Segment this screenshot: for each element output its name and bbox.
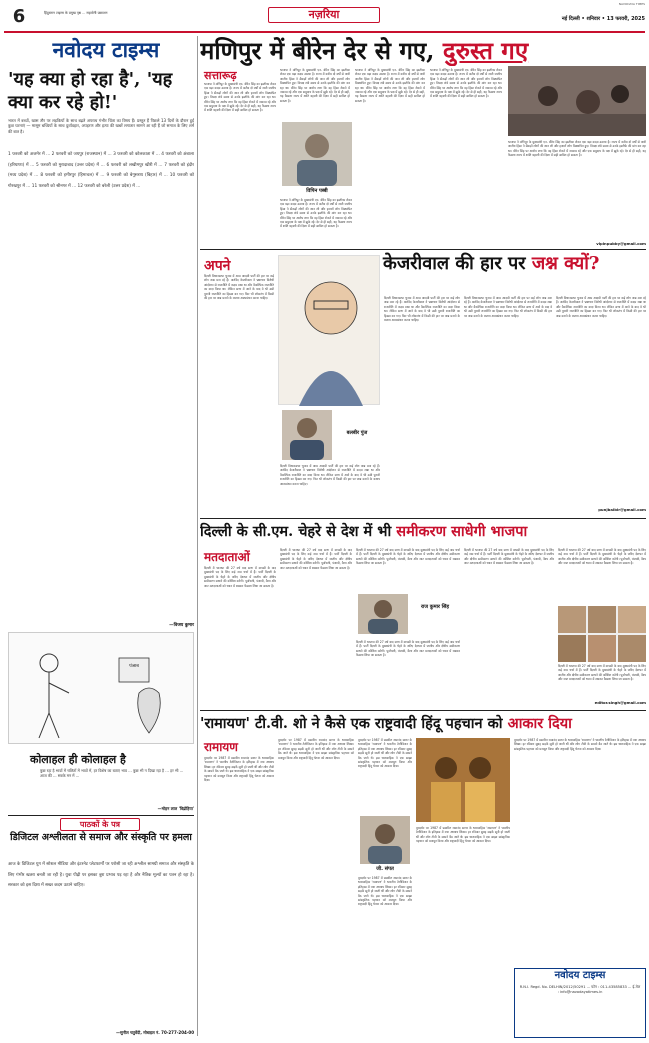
- article2-col3: दिल्ली विधानसभा चुनाव में आम आदमी पार्टी की हार पर कई लोग जश्न मना रहे हैं। अरविंद केजरीवाल ने भ्रष्टाचार विरोधी आंदोलन से राजनीति में कदम रखा था और वैकल्पिक राजनीति का वादा किया था। लेकिन सत्ता में आने के बाद वे भी उसी पुरानी राजनीति का हिस्सा बन गए। फिर भी लोकतंत्र में किसी की हार पर जश्न मनाने के बजाय आत्ममंथन करना चाहिए।: [384, 296, 460, 323]
- article3-author-email: editor.singh@gmail.com: [594, 700, 646, 705]
- article2-headline: [383, 254, 646, 294]
- article2-col4: दिल्ली विधानसभा चुनाव में आम आदमी पार्टी की हार पर कई लोग जश्न मना रहे हैं। अरविंद केजरीवाल ने भ्रष्टाचार विरोधी आंदोलन से राजनीति में कदम रखा था और वैकल्पिक राजनीति का वादा किया था। लेकिन सत्ता में आने के बाद वे भी उसी पुरानी राजनीति का हिस्सा बन गए। फिर भी लोकतंत्र में किसी की हार पर जश्न मनाने के बजाय आत्ममंथन करना चाहिए।: [464, 296, 552, 318]
- article4-col1: दूरदर्शन पर 1987 में प्रसारित रामानंद सागर के धारावाहिक 'रामायण' ने भारतीय टेलीविजन के इतिहास में नया अध्याय लिखा। हर रविवार सुबह सड़कें सूनी हो जाती थीं और लोग टीवी के सामने बैठ जाते थे। इस धारावाहिक ने एक साझा सांस्कृतिक पहचान को मजबूत किया और राष्ट्रवादी हिंदू चेतना को आकार दिया।: [204, 756, 274, 783]
- article3-headline-main: दिल्ली के सी.एम. चेहरे से देश में भी: [200, 523, 392, 540]
- article3-headline-accent: समीकरण साधेगी भाजपा: [396, 523, 528, 540]
- page-number-badge: [4, 4, 34, 30]
- article2-rule: [200, 518, 646, 519]
- page-number: 6: [12, 6, 26, 27]
- article2-drop-word: अपने: [204, 258, 231, 274]
- article4-col3: दूरदर्शन पर 1987 में प्रसारित रामानंद सागर के धारावाहिक 'रामायण' ने भारतीय टेलीविजन के इतिहास में नया अध्याय लिखा। हर रविवार सुबह सड़कें सूनी हो जाती थीं और लोग टीवी के सामने बैठ जाते थे। इस धारावाहिक ने एक साझा सांस्कृतिक पहचान को मजबूत किया और राष्ट्रवादी हिंदू चेतना को आकार दिया।: [358, 738, 412, 769]
- article1-col3: भाजपा ने मणिपुर के मुख्यमंत्री एन. बीरेन सिंह का इस्तीफा लेकर एक बड़ा कदम उठाया है। राज्य में करीब दो वर्षों से जारी जातीय हिंसा ने सैकड़ों लोगों की जान ली और हजारों लोग विस्थापित हुए। विपक्ष लंबे समय से उनके इस्तीफे की मांग कर रहा था। बीरेन सिंह पर आरोप लगा कि वह हिंसा रोकने में नाकाम रहे और एक समुदाय के पक्ष में झुके रहे। देर से ही सही, यह फैसला राज्य में शांति बहाली की दिशा में सही साबित हो सकता है।: [355, 68, 425, 103]
- article2-headline-accent: जश्न क्यों?: [531, 253, 600, 274]
- article4-headline-quote: 'रामायण': [200, 715, 250, 732]
- article1-col2b: भाजपा ने मणिपुर के मुख्यमंत्री एन. बीरेन सिंह का इस्तीफा लेकर एक बड़ा कदम उठाया है। राज्य में करीब दो वर्षों से जारी जातीय हिंसा ने सैकड़ों लोगों की जान ली और हजारों लोग विस्थापित हुए। विपक्ष लंबे समय से उनके इस्तीफे की मांग कर रहा था। बीरेन सिंह पर आरोप लगा कि वह हिंसा रोकने में नाकाम रहे और एक समुदाय के पक्ष में झुके रहे। देर से ही सही, यह फैसला राज्य में शांति बहाली की दिशा में सही साबित हो सकता है।: [280, 198, 352, 229]
- article3-col4: दिल्ली में भाजपा की 27 वर्ष बाद सत्ता में वापसी के बाद मुख्यमंत्री पद के लिए कई नाम चर्चा में हैं। पार्टी दिल्ली के मुख्यमंत्री के चेहरे के जरिए देशभर में जातीय और क्षेत्रीय समीकरण साधने की कोशिश करेगी। पूर्वांचली, पंजाबी, वैश्य और जाट मतदाताओं को ध्यान में रखकर फैसला लिया जा सकता है।: [464, 548, 554, 566]
- article4-col2: दूरदर्शन पर 1987 में प्रसारित रामानंद सागर के धारावाहिक 'रामायण' ने भारतीय टेलीविजन के इतिहास में नया अध्याय लिखा। हर रविवार सुबह सड़कें सूनी हो जाती थीं और लोग टीवी के सामने बैठ जाते थे। इस धारावाहिक ने एक साझा सांस्कृतिक पहचान को मजबूत किया और राष्ट्रवादी हिंदू चेतना को आकार दिया।: [278, 738, 354, 760]
- letter-author: —सुनील चतुर्वेदी, मोबाइल नं. 70-277-204-00: [116, 1030, 194, 1035]
- article4-headline-main: टी.वी. शो ने कैसे एक राष्ट्रवादी हिंदू पहचान को: [254, 715, 503, 732]
- masthead-top-right: NAVODAYA TIMES: [618, 2, 645, 6]
- article3-photo-grid: [558, 606, 646, 662]
- article2-illustration: [278, 255, 380, 405]
- article4-drop-word: रामायण: [204, 740, 238, 754]
- article3-col3: दिल्ली में भाजपा की 27 वर्ष बाद सत्ता में वापसी के बाद मुख्यमंत्री पद के लिए कई नाम चर्चा में हैं। पार्टी दिल्ली के मुख्यमंत्री के चेहरे के जरिए देशभर में जातीय और क्षेत्रीय समीकरण साधने की कोशिश करेगी। पूर्वांचली, पंजाबी, वैश्य और जाट मतदाताओं को ध्यान में रखकर फैसला लिया जा सकता है।: [356, 548, 460, 566]
- cartoon-drawing: [9, 633, 195, 745]
- poem-text: कुछ रहा है भावों में चलितों में भावों में, हर विशेष का बताए भाव ... कुछ भी न दिखा रहा है ... हर भी ... आज की ... सबके मन में ...: [40, 768, 184, 778]
- article3-col5b: दिल्ली में भाजपा की 27 वर्ष बाद सत्ता में वापसी के बाद मुख्यमंत्री पद के लिए कई नाम चर्चा में हैं। पार्टी दिल्ली के मुख्यमंत्री के चेहरे के जरिए देशभर में जातीय और क्षेत्रीय समीकरण साधने की कोशिश करेगी। पूर्वांचली, पंजाबी, वैश्य और जाट मतदाताओं को ध्यान में रखकर फैसला लिया जा सकता है।: [558, 664, 646, 682]
- poem-title: कोलाहल ही कोलाहल है: [30, 753, 126, 766]
- article1-drop-word: सत्तारूढ़: [204, 69, 237, 82]
- article4-headline-accent: आकार दिया: [507, 715, 572, 732]
- editorial-items: 1 फरवरी को अजमेर में ... 2 फरवरी को जयपुर (राजस्थान) में ... 3 फरवरी को कोलकाता में ... 4 फरवरी को अंबाला (हरियाणा) में ... 5 फरवरी को मुरादाबाद (उत्तर प्रदेश) में ... 6 फरवरी को लखीमपुर खीरी में ... 7 फरवरी को इंदौर (मध्य प्रदेश) में ... 8 फरवरी को हमीरपुर (हिमाचल) में ... 9 फरवरी को बेगूसराय (बिहार) में ... 10 फरवरी को गोरखपुर में ... 11 फरवरी को श्रीनगर में ... 12 फरवरी को बरेली (उत्तर प्रदेश) में ...: [8, 152, 194, 189]
- article3-col5: दिल्ली में भाजपा की 27 वर्ष बाद सत्ता में वापसी के बाद मुख्यमंत्री पद के लिए कई नाम चर्चा में हैं। पार्टी दिल्ली के मुख्यमंत्री के चेहरे के जरिए देशभर में जातीय और क्षेत्रीय समीकरण साधने की कोशिश करेगी। पूर्वांचली, पंजाबी, वैश्य और जाट मतदाताओं को ध्यान में रखकर फैसला लिया जा सकता है।: [558, 548, 646, 566]
- article4-headline: [200, 713, 646, 735]
- cartoon: [8, 632, 194, 744]
- article1-headline-accent: दुरुस्त गए: [442, 36, 529, 65]
- article3-rule: [200, 710, 646, 711]
- article1-headline: [200, 36, 646, 66]
- article3-col1: दिल्ली में भाजपा की 27 वर्ष बाद सत्ता में वापसी के बाद मुख्यमंत्री पद के लिए कई नाम चर्चा में हैं। पार्टी दिल्ली के मुख्यमंत्री के चेहरे के जरिए देशभर में जातीय और क्षेत्रीय समीकरण साधने की कोशिश करेगी। पूर्वांचली, पंजाबी, वैश्य और जाट मतदाताओं को ध्यान में रखकर फैसला लिया जा सकता है।: [204, 566, 276, 588]
- letters-section-title: पाठकों के पत्र: [60, 818, 140, 831]
- article1-author-photo: [282, 122, 352, 186]
- article3-drop-word: मतदाताओं: [204, 550, 250, 564]
- footer-box: [514, 968, 646, 1038]
- article1-col2: भाजपा ने मणिपुर के मुख्यमंत्री एन. बीरेन सिंह का इस्तीफा लेकर एक बड़ा कदम उठाया है। राज्य में करीब दो वर्षों से जारी जातीय हिंसा ने सैकड़ों लोगों की जान ली और हजारों लोग विस्थापित हुए। विपक्ष लंबे समय से उनके इस्तीफे की मांग कर रहा था। बीरेन सिंह पर आरोप लगा कि वह हिंसा रोकने में नाकाम रहे और एक समुदाय के पक्ष में झुके रहे। देर से ही सही, यह फैसला राज्य में शांति बहाली की दिशा में सही साबित हो सकता है।: [280, 68, 350, 103]
- poem-author: —मोहन लाल 'विद्रोहिया': [157, 806, 194, 811]
- issue-date: नई दिल्ली • शनिवार • 13 फरवरी, 2025: [561, 16, 645, 22]
- footer-lines: R.N.I. Regd. No. DELHIN/2012/50291 ... फोन : 011-43585833 ... ई-मेल : info@navodayatimes.in: [519, 985, 641, 995]
- article1-author: विपिन पब्बी: [306, 188, 328, 194]
- article2-author-photo: [282, 410, 332, 460]
- letter-headline: डिजिटल अश्लीलता से समाज और संस्कृति पर हमला: [10, 832, 192, 843]
- header-rule: [4, 31, 645, 33]
- column-divider: [197, 36, 198, 1036]
- article1-headline-main: मणिपुर में बीरेन देर से गए,: [200, 36, 435, 65]
- letter-text: आज के डिजिटल युग में सोशल मीडिया और इंटरनेट प्लेटफार्मों पर परोसी जा रही अश्लील सामग्री समाज और संस्कृति के लिए गंभीर खतरा बनती जा रही है। युवा पीढ़ी पर इसका बुरा प्रभाव पड़ रहा है और नैतिक मूल्यों का पतन हो रहा है। सरकार को इस दिशा में सख्त कदम उठाने चाहिए।: [8, 862, 194, 888]
- article2-col5: दिल्ली विधानसभा चुनाव में आम आदमी पार्टी की हार पर कई लोग जश्न मना रहे हैं। अरविंद केजरीवाल ने भ्रष्टाचार विरोधी आंदोलन से राजनीति में कदम रखा था और वैकल्पिक राजनीति का वादा किया था। लेकिन सत्ता में आने के बाद वे भी उसी पुरानी राजनीति का हिस्सा बन गए। फिर भी लोकतंत्र में किसी की हार पर जश्न मनाने के बजाय आत्ममंथन करना चाहिए।: [556, 296, 646, 318]
- article1-col1: भाजपा ने मणिपुर के मुख्यमंत्री एन. बीरेन सिंह का इस्तीफा लेकर एक बड़ा कदम उठाया है। राज्य में करीब दो वर्षों से जारी जातीय हिंसा ने सैकड़ों लोगों की जान ली और हजारों लोग विस्थापित हुए। विपक्ष लंबे समय से उनके इस्तीफे की मांग कर रहा था। बीरेन सिंह पर आरोप लगा कि वह हिंसा रोकने में नाकाम रहे और एक समुदाय के पक्ष में झुके रहे। देर से ही सही, यह फैसला राज्य में शांति बहाली की दिशा में सही साबित हो सकता है।: [204, 82, 276, 113]
- article1-col4: भाजपा ने मणिपुर के मुख्यमंत्री एन. बीरेन सिंह का इस्तीफा लेकर एक बड़ा कदम उठाया है। राज्य में करीब दो वर्षों से जारी जातीय हिंसा ने सैकड़ों लोगों की जान ली और हजारों लोग विस्थापित हुए। विपक्ष लंबे समय से उनके इस्तीफे की मांग कर रहा था। बीरेन सिंह पर आरोप लगा कि वह हिंसा रोकने में नाकाम रहे और एक समुदाय के पक्ष में झुके रहे। देर से ही सही, यह फैसला राज्य में शांति बहाली की दिशा में सही साबित हो सकता है।: [430, 68, 502, 99]
- article4-col3b: दूरदर्शन पर 1987 में प्रसारित रामानंद सागर के धारावाहिक 'रामायण' ने भारतीय टेलीविजन के इतिहास में नया अध्याय लिखा। हर रविवार सुबह सड़कें सूनी हो जाती थीं और लोग टीवी के सामने बैठ जाते थे। इस धारावाहिक ने एक साझा सांस्कृतिक पहचान को मजबूत किया और राष्ट्रवादी हिंदू चेतना को आकार दिया।: [358, 876, 412, 907]
- article1-col5: भाजपा ने मणिपुर के मुख्यमंत्री एन. बीरेन सिंह का इस्तीफा लेकर एक बड़ा कदम उठाया है। राज्य में करीब दो वर्षों से जारी जातीय हिंसा ने सैकड़ों लोगों की जान ली और हजारों लोग विस्थापित हुए। विपक्ष लंबे समय से उनके इस्तीफे की मांग कर रहा था। बीरेन सिंह पर आरोप लगा कि वह हिंसा रोकने में नाकाम रहे और एक समुदाय के पक्ष में झुके रहे। देर से ही सही, यह फैसला राज्य में शांति बहाली की दिशा में सही साबित हो सकता है।: [508, 140, 646, 158]
- article2-headline-main: केजरीवाल की हार पर: [383, 253, 526, 274]
- article3-author-photo: [358, 594, 408, 634]
- cartoon-label: पंजाब: [129, 664, 139, 669]
- left-logo: नवोदय टाइम्स: [52, 38, 160, 62]
- article3-col2: दिल्ली में भाजपा की 27 वर्ष बाद सत्ता में वापसी के बाद मुख्यमंत्री पद के लिए कई नाम चर्चा में हैं। पार्टी दिल्ली के मुख्यमंत्री के चेहरे के जरिए देशभर में जातीय और क्षेत्रीय समीकरण साधने की कोशिश करेगी। पूर्वांचली, पंजाबी, वैश्य और जाट मतदाताओं को ध्यान में रखकर फैसला लिया जा सकता है।: [280, 548, 352, 570]
- article3-author: राज कुमार सिंह: [420, 604, 450, 610]
- article2-col1: दिल्ली विधानसभा चुनाव में आम आदमी पार्टी की हार पर कई लोग जश्न मना रहे हैं। अरविंद केजरीवाल ने भ्रष्टाचार विरोधी आंदोलन से राजनीति में कदम रखा था और वैकल्पिक राजनीति का वादा किया था। लेकिन सत्ता में आने के बाद वे भी उसी पुरानी राजनीति का हिस्सा बन गए। फिर भी लोकतंत्र में किसी की हार पर जश्न मनाने के बजाय आत्ममंथन करना चाहिए।: [204, 274, 274, 301]
- article1-author-email: vipinpubby@gmail.com: [596, 241, 646, 246]
- header-tagline: हिंदुस्तान टाइम्स के प्रमुख पृष्ठ ... सहयोगी प्रकाशन: [44, 11, 108, 15]
- article2-author-email: punjbalbir@gmail.com: [598, 507, 646, 512]
- article4-author-photo: [360, 816, 410, 864]
- article1-photo: [508, 66, 646, 136]
- article4-col4: दूरदर्शन पर 1987 में प्रसारित रामानंद सागर के धारावाहिक 'रामायण' ने भारतीय टेलीविजन के इतिहास में नया अध्याय लिखा। हर रविवार सुबह सड़कें सूनी हो जाती थीं और लोग टीवी के सामने बैठ जाते थे। इस धारावाहिक ने एक साझा सांस्कृतिक पहचान को मजबूत किया और राष्ट्रवादी हिंदू चेतना को आकार दिया।: [416, 826, 510, 844]
- section-title: नज़रिया: [308, 8, 340, 21]
- article3-col3b: दिल्ली में भाजपा की 27 वर्ष बाद सत्ता में वापसी के बाद मुख्यमंत्री पद के लिए कई नाम चर्चा में हैं। पार्टी दिल्ली के मुख्यमंत्री के चेहरे के जरिए देशभर में जातीय और क्षेत्रीय समीकरण साधने की कोशिश करेगी। पूर्वांचली, पंजाबी, वैश्य और जाट मतदाताओं को ध्यान में रखकर फैसला लिया जा सकता है।: [356, 640, 460, 658]
- footer-logo: नवोदय टाइम्स: [554, 970, 606, 981]
- article3-headline: [200, 521, 646, 543]
- editorial-author: —विजय कुमार: [169, 623, 194, 628]
- article4-photo: [416, 738, 510, 822]
- article2-author: बलबीर पुंज: [346, 430, 368, 436]
- editorial-text: भारत में बच्चों, खास तौर पर लड़कियों के साथ बढ़ते अपराध गंभीर चिंता का विषय हैं। प्रस्तुत हैं पिछले 13 दिनों के दौरान हुई कुछ घटनाएं — मासूम बच्चियों के साथ दुर्व्यवहार, अपहरण और हत्या की खबरें लगातार सामने आ रही हैं जो समाज के लिए शर्म की बात है।: [8, 118, 194, 134]
- editorial-title: 'यह क्या हो रहा है', 'यह क्या कर रहे हो!': [8, 69, 173, 113]
- letters-rule: [8, 815, 194, 816]
- article2-col2: दिल्ली विधानसभा चुनाव में आम आदमी पार्टी की हार पर कई लोग जश्न मना रहे हैं। अरविंद केजरीवाल ने भ्रष्टाचार विरोधी आंदोलन से राजनीति में कदम रखा था और वैकल्पिक राजनीति का वादा किया था। लेकिन सत्ता में आने के बाद वे भी उसी पुरानी राजनीति का हिस्सा बन गए। फिर भी लोकतंत्र में किसी की हार पर जश्न मनाने के बजाय आत्ममंथन करना चाहिए।: [280, 464, 380, 486]
- article4-author: जी. संपत: [376, 866, 394, 872]
- article1-rule: [200, 249, 646, 250]
- article4-col5: दूरदर्शन पर 1987 में प्रसारित रामानंद सागर के धारावाहिक 'रामायण' ने भारतीय टेलीविजन के इतिहास में नया अध्याय लिखा। हर रविवार सुबह सड़कें सूनी हो जाती थीं और लोग टीवी के सामने बैठ जाते थे। इस धारावाहिक ने एक साझा सांस्कृतिक पहचान को मजबूत किया और राष्ट्रवादी हिंदू चेतना को आकार दिया।: [514, 738, 646, 751]
